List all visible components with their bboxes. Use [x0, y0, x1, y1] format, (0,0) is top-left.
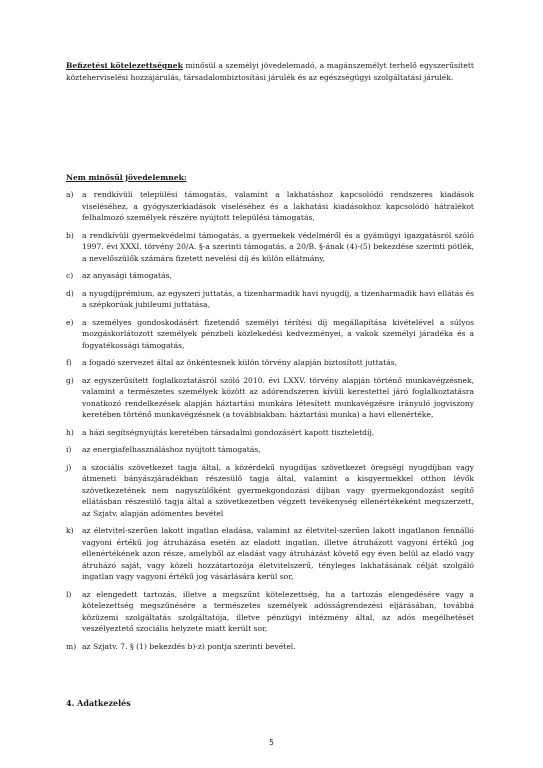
list-item — [66, 462, 474, 520]
list-item-text: az elengedett tartozás, illetve a megszűnt kötelezettség, ha a tartozás elengedésére vagy a kötelezettség megszűnésére a természetes személyek adósságrendezési eljárásában, továbbá közüzemi szolgáltatás szolgáltatója, illetve pénzügyi intézmény által, az adós megélhetését veszélyeztető szociális helyzete miatt került sor, — [82, 589, 474, 633]
list-item-letter: a) — [66, 190, 74, 199]
list-item — [66, 317, 474, 352]
intro-lead-term: Befizetési kötelezettségnek — [66, 61, 183, 70]
list-item-text: a házi segítségnyújtás keretében társadalmi gondozásért kapott tiszteletdíj, — [82, 427, 375, 437]
list-item — [66, 288, 474, 311]
list-item-text: a rendkívüli gyermekvédelmi támogatás, a gyermekek védelméről és a gyámügyi igazgatásról szóló 1997. évi XXXI. törvény 20/A. §-a szerinti támogatás, a 20/B. §-ának (4)-(5) bekezdése szerinti pótlék, a nevelőszülők számára fizetett nevelési díj és külön ellátmány, — [82, 230, 474, 263]
list-item-text: a rendkívüli települési támogatás, valamint a lakhatáshoz kapcsolódó rendszeres kiadások viseléséhez, a gyógyszerkiadások viseléséhez és a lakhatási kiadásokhoz kapcsolódó hátralékot felhalmozó személyek részére nyújtott települési támogatás, — [82, 190, 474, 222]
list-item — [66, 641, 474, 653]
list-item-letter: d) — [66, 288, 74, 298]
list-item — [66, 270, 474, 282]
list-item-text: a személyes gondoskodásért fizetendő személyi térítési díj megállapítása kivételével a súlyos mozgáskorlátozott személyek pénzbeli közlekedési kedvezményei, a vakok személyi járadéka és a fogyatékossági támogatás, — [82, 317, 474, 350]
list-item-text: a szociális szövetkezet tagja által, a közérdekű nyugdíjas szövetkezet öregségi nyugdíjban vagy átmeneti bányászjáradékban részesülő tagja által, valamint a kisgyermekkel otthon lévők szövetkezetének nem nagyszülőként gyermekgondozási díjban vagy gyermekgondozást segítő ellátásban részesülő tagja által a szövetkezetben végzett tevékenység ellenértékeként megszerzett, az Szjatv. alapján adómentes bevétel — [82, 462, 474, 518]
list-item — [66, 230, 474, 265]
list-item-letter: i) — [66, 445, 72, 454]
list-item-letter: b) — [66, 230, 74, 240]
list-item-letter: g) — [66, 375, 74, 385]
list-item-text: a nyugdíjprémium, az egyszeri juttatás, a tizenharmadik havi nyugdíj, a tizenharmadik havi ellátás és a szépkorúak jubileumi juttatása, — [82, 288, 474, 309]
list-item-letter: c) — [66, 271, 74, 280]
list-item — [66, 375, 474, 421]
list-item-letter: h) — [66, 427, 74, 437]
page-number: 5 — [269, 738, 274, 747]
not-income-heading: Nem minősül jövedelemnek: — [66, 173, 187, 182]
list-item-letter: l) — [66, 589, 72, 599]
list-item-text: az egyszerűsített foglalkoztatásról szóló 2010. évi LXXV. törvény alapján történő munkavégzésnek, valamint a természetes személyek között az adórendszeren kívüli kerestettel járó foglalkoztatásra vonatkozó rendelkezések alapján háztartási munkára létesített munkavégzésre irányuló jogviszony keretében történő munkavégzésnek (a továbbiakban: háztartási munka) a havi ellenértéke, — [82, 375, 474, 419]
list-item-text: az Szjatv. 7. § (1) bekezdés b)-z) pontja szerinti bevétel. — [82, 641, 296, 651]
list-item-text: az életvitel-szerűen lakott ingatlan eladása, valamint az életvitel-szerűen lakott ingatlanon fennálló vagyoni értékű jog átruházása esetén az eladott ingatlan, illetve átruházott vagyoni értékű jog ellenértékének azon része, amelyből az eladást vagy átruházást követő egy éven belül az eladó vagy átruházó saját, vagy közeli hozzátartozója életvitelszerű, tényleges lakhatásának célját szolgáló ingatlan vagy vagyoni értékű jog vásárlására kerül sor, — [82, 526, 474, 581]
list-item — [66, 427, 474, 439]
list-item-letter: f) — [66, 358, 72, 367]
intro-text: minősül a személyi jövedelemadó, a magánszemélyt terhelő egyszerűsített közteherviselési hozzájárulás, társadalombiztosítási járulék és az egészségügyi szolgáltatási járulék. — [66, 61, 474, 82]
list-item — [66, 589, 474, 635]
list-item — [66, 525, 474, 583]
list-item-letter: m) — [66, 641, 77, 651]
list-item-text: az energiafelhasználáshoz nyújtott támogatás, — [82, 445, 261, 454]
list-item-letter: e) — [66, 317, 74, 327]
exclusion-list — [66, 189, 474, 658]
list-item-letter: k) — [66, 526, 74, 535]
list-item-text: az anyasági támogatás, — [82, 271, 172, 280]
list-item-text: a fogadó szervezet által az önkéntesnek külön törvény alapján biztosított juttatás, — [82, 358, 398, 367]
section-title: 4. Adatkezelés — [66, 698, 131, 708]
list-item — [66, 357, 474, 369]
intro-paragraph — [66, 60, 474, 83]
list-item — [66, 444, 474, 456]
list-item-letter: j) — [66, 462, 72, 472]
list-item — [66, 189, 474, 224]
